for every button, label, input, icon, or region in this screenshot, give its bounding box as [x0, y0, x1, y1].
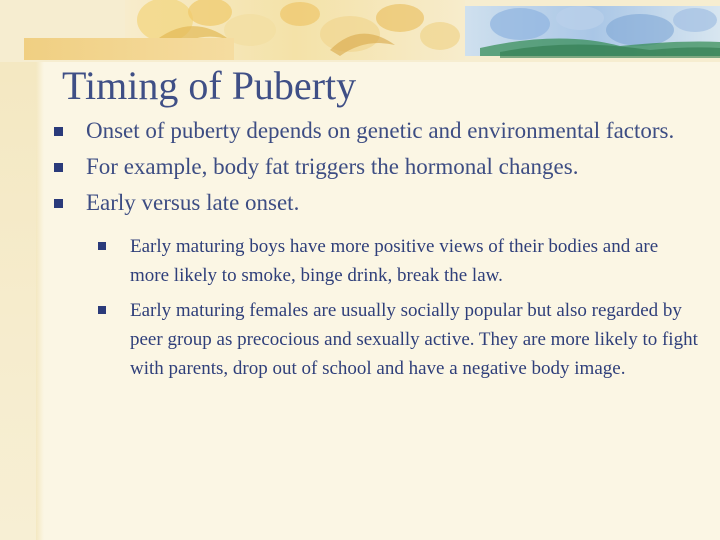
bullet-text: For example, body fat triggers the hormonal changes.: [86, 154, 579, 179]
bullet-item: [50, 188, 700, 218]
left-decorative-band: [0, 0, 36, 540]
sub-bullet-list: [50, 232, 700, 383]
bullet-item: [50, 116, 700, 146]
square-bullet-icon: [98, 242, 106, 250]
sub-bullet-text: Early maturing females are usually socially popular but also regarded by peer group as precocious and sexually active. They are more likely to fight with parents, drop out of school and have a negative body image.: [130, 300, 698, 379]
square-bullet-icon: [54, 127, 63, 136]
slide-title: Timing of Puberty: [62, 63, 357, 108]
square-bullet-icon: [98, 306, 106, 314]
bullet-text: Early versus late onset.: [86, 190, 300, 215]
sub-bullet-item: [50, 296, 700, 383]
square-bullet-icon: [54, 163, 63, 172]
sub-bullet-item: [50, 232, 700, 290]
bullet-item: [50, 152, 700, 182]
bullet-text: Onset of puberty depends on genetic and environmental factors.: [86, 118, 675, 143]
sub-bullet-text: Early maturing boys have more positive views of their bodies and are more likely to smoke, binge drink, break the law.: [130, 236, 659, 286]
left-band-shade: [36, 60, 44, 540]
bullet-list: [50, 116, 700, 389]
title-accent-bar: [24, 38, 234, 60]
square-bullet-icon: [54, 199, 63, 208]
